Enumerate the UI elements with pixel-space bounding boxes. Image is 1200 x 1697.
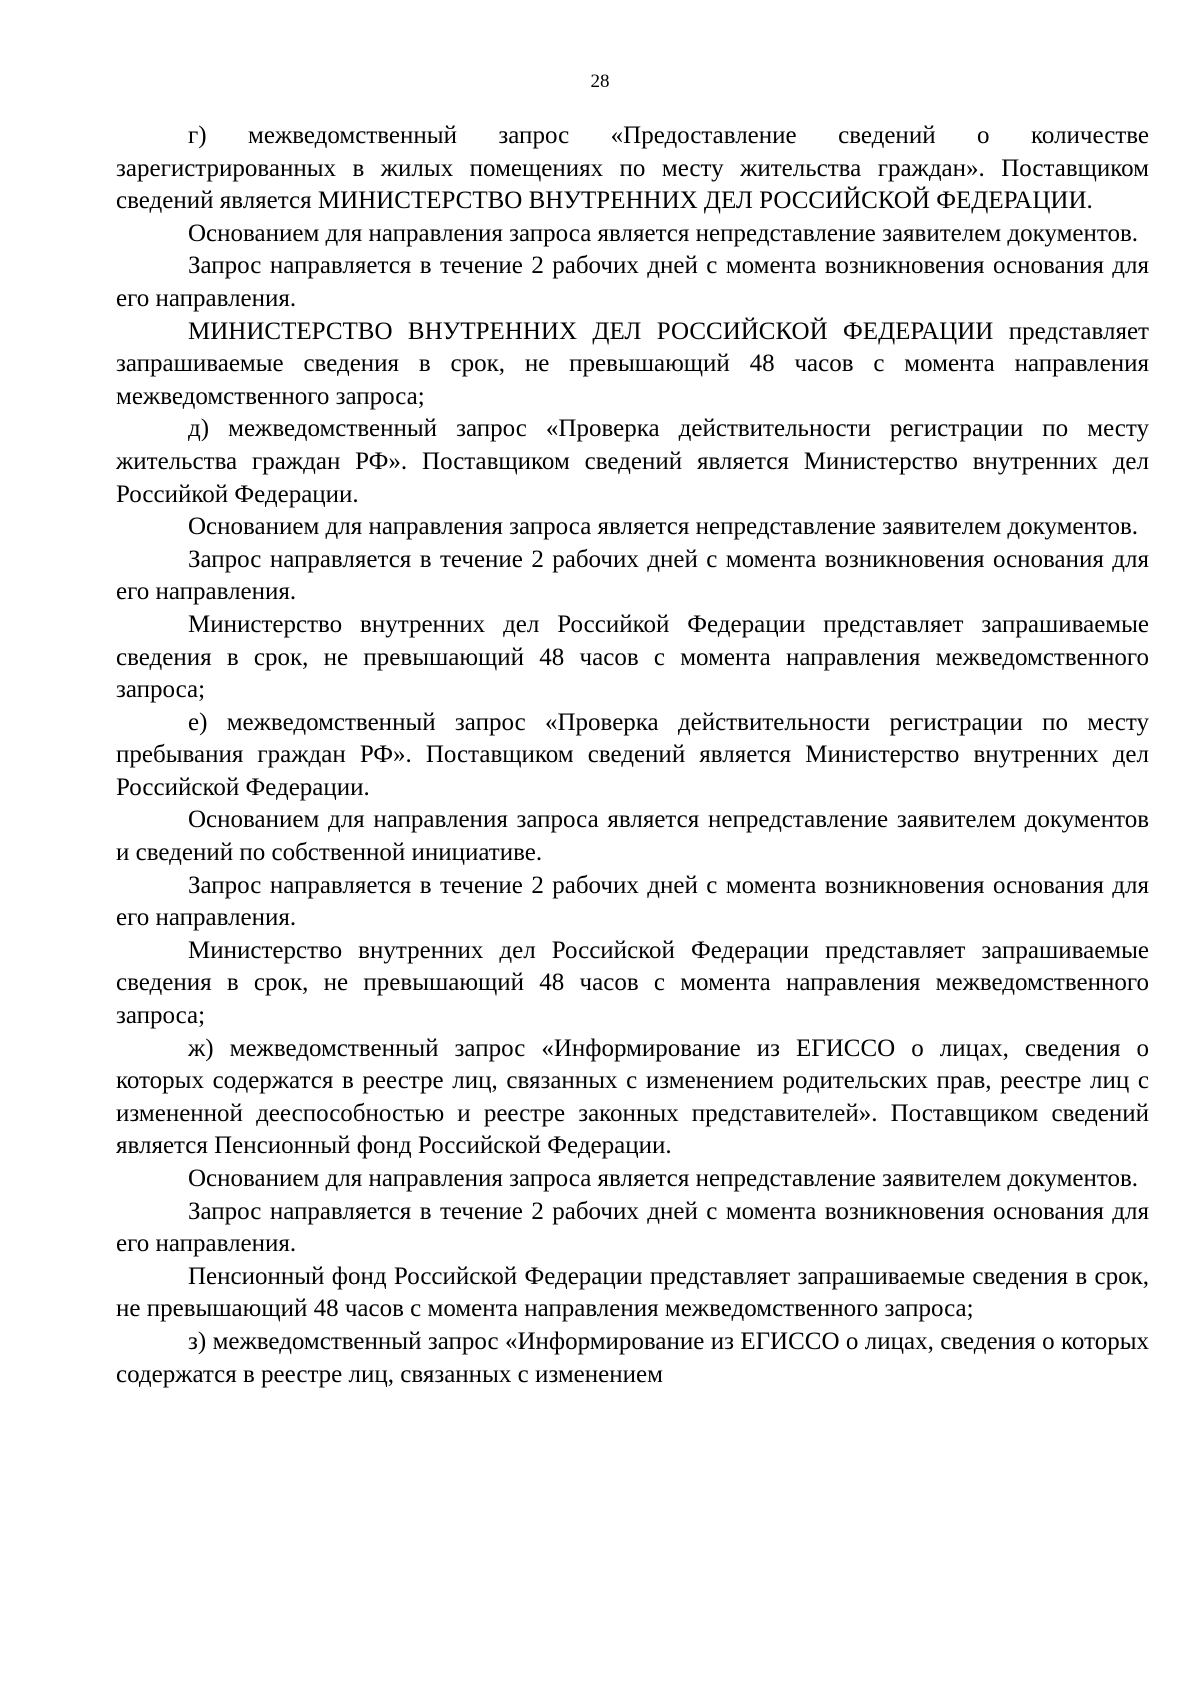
paragraph-deadline: Запрос направляется в течение 2 рабочих дней с момента возникновения основания для его направления. xyxy=(116,252,1149,312)
page-number: 28 xyxy=(590,71,610,92)
paragraph-response-term: Пенсионный фонд Российской Федерации представляет запрашиваемые сведения в срок, не превышающий 48 часов с момента направления межведомственного запроса; xyxy=(116,1262,1149,1323)
paragraph-z-request: з) межведомственный запрос «Информирование из ЕГИССО о лицах, сведения о которых содержатся в реестре лиц, связанных с изменением xyxy=(116,1327,1149,1388)
paragraph-deadline: Запрос направляется в течение 2 рабочих дней с момента возникновения основания для его направления. xyxy=(116,545,1149,606)
paragraph-zh-request: ж) межведомственный запрос «Информирование из ЕГИССО о лицах, сведения о которых содержатся в реестре лиц, связанных с изменением родительских прав, реестре лиц с измененной дееспособностью и реестре законных представителей». Поставщиком сведений является Пенсионный фонд Российской Федерации. xyxy=(116,1034,1149,1160)
paragraph-response-term: МИНИСТЕРСТВО ВНУТРЕННИХ ДЕЛ РОССИЙСКОЙ ФЕДЕРАЦИИ представляет запрашиваемые сведения в срок, не превышающий 48 часов с момента направления межведомственного запроса; xyxy=(116,317,1149,410)
paragraph-basis: Основанием для направления запроса является непредставление заявителем документов. xyxy=(188,1165,1139,1192)
paragraph-deadline: Запрос направляется в течение 2 рабочих дней с момента возникновения основания для его направления. xyxy=(116,871,1149,932)
paragraph-basis: Основанием для направления запроса является непредставление заявителем документов. xyxy=(188,513,1139,541)
document-body xyxy=(116,120,1149,1391)
paragraph-basis: Основанием для направления запроса является непредставление заявителем документов. xyxy=(188,219,1139,247)
paragraph-deadline: Запрос направляется в течение 2 рабочих дней с момента возникновения основания для его направления. xyxy=(116,1197,1149,1258)
paragraph-d-request: д) межведомственный запрос «Проверка действительности регистрации по месту жительства граждан РФ». Поставщиком сведений является Министерство внутренних дел Российкой Федерации. xyxy=(116,415,1149,508)
paragraph-e-request: е) межведомственный запрос «Проверка действительности регистрации по месту пребывания граждан РФ». Поставщиком сведений является Министерство внутренних дел Российской Федерации. xyxy=(116,708,1149,801)
paragraph-response-term: Министерство внутренних дел Российкой Федерации представляет запрашиваемые сведения в срок, не превышающий 48 часов с момента направления межведомственного запроса; xyxy=(116,610,1149,704)
paragraph-response-term: Министерство внутренних дел Российской Федерации представляет запрашиваемые сведения в срок, не превышающий 48 часов с момента направления межведомственного запроса; xyxy=(116,936,1149,1030)
paragraph-basis: Основанием для направления запроса является непредставление заявителем документов и сведений по собственной инициативе. xyxy=(116,806,1149,867)
paragraph-g-request: г) межведомственный запрос «Предоставление сведений о количестве зарегистрированных в жилых помещениях по месту жительства граждан». Поставщиком сведений является МИНИСТЕРСТВО ВНУТРЕННИХ ДЕЛ РОССИЙСКОЙ ФЕДЕРАЦИИ. xyxy=(116,122,1149,215)
